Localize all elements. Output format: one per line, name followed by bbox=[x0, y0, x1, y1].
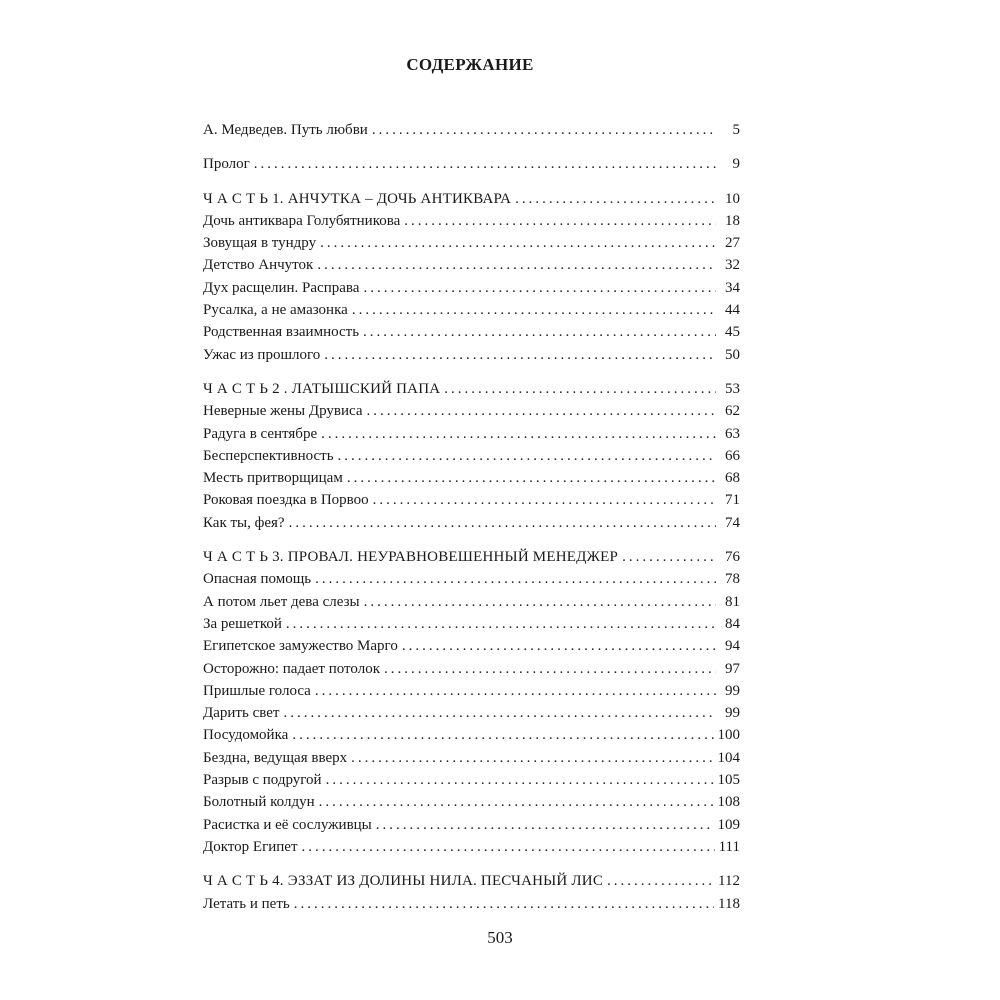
toc-entry-page: 84 bbox=[725, 615, 740, 632]
dot-leader bbox=[283, 702, 716, 724]
toc-entry-title: Радуга в сентябре bbox=[203, 425, 318, 442]
toc-entry bbox=[203, 489, 740, 511]
toc-entry bbox=[203, 344, 740, 366]
toc-part-heading bbox=[203, 378, 740, 400]
toc-entry-title: Родственная взаимность bbox=[203, 324, 360, 341]
toc-entry-page: 27 bbox=[725, 235, 740, 252]
toc-entry-page: 45 bbox=[725, 324, 740, 341]
show-through-bleed bbox=[760, 55, 1000, 955]
toc-entry bbox=[203, 277, 740, 299]
page-number: 503 bbox=[487, 928, 513, 947]
toc-entry-page: 18 bbox=[725, 212, 740, 229]
toc-entry-title: Детство Анчуток bbox=[203, 257, 314, 274]
toc-entry bbox=[203, 445, 740, 467]
toc-entry-page: 118 bbox=[718, 895, 740, 912]
toc-entry-page: 105 bbox=[717, 772, 740, 789]
toc-entry bbox=[203, 635, 740, 657]
toc-entry-page: 112 bbox=[718, 873, 740, 890]
toc-entry bbox=[203, 568, 740, 590]
toc-entry bbox=[203, 747, 740, 769]
toc-entry-title: Как ты, фея? bbox=[203, 514, 285, 531]
toc-entry-page: 100 bbox=[717, 727, 740, 744]
dot-leader bbox=[364, 591, 716, 613]
toc-entry-page: 50 bbox=[725, 346, 740, 363]
toc-entry-page: 94 bbox=[725, 638, 740, 655]
dot-leader bbox=[402, 635, 716, 657]
toc-entry bbox=[203, 702, 740, 724]
toc-entry bbox=[203, 769, 740, 791]
toc-entry bbox=[203, 467, 740, 489]
toc-entry-page: 81 bbox=[725, 593, 740, 610]
toc-entry-title: Осторожно: падает потолок bbox=[203, 660, 380, 677]
toc-entry-title: Бесперспективность bbox=[203, 447, 334, 464]
toc-entry bbox=[203, 724, 740, 746]
toc-entry bbox=[203, 613, 740, 635]
toc-entry bbox=[203, 299, 740, 321]
dot-leader bbox=[384, 658, 716, 680]
toc-entry-title: А потом льет дева слезы bbox=[203, 593, 360, 610]
toc-entry-title: Дарить свет bbox=[203, 705, 280, 722]
toc-entry-page: 68 bbox=[725, 470, 740, 487]
toc-entry-page: 111 bbox=[718, 838, 740, 855]
dot-leader bbox=[320, 232, 716, 254]
dot-leader bbox=[294, 893, 714, 915]
dot-leader bbox=[254, 153, 716, 175]
toc-entry-title: Расистка и её сослуживцы bbox=[203, 816, 372, 833]
toc-entry-title: Месть притворщицам bbox=[203, 470, 343, 487]
toc-entry-page: 44 bbox=[725, 302, 740, 319]
dot-leader bbox=[315, 568, 716, 590]
toc-entry-title: Пришлые голоса bbox=[203, 682, 311, 699]
dot-leader bbox=[286, 613, 716, 635]
dot-leader bbox=[317, 254, 716, 276]
toc-entry-title: Зовущая в тундру bbox=[203, 235, 317, 252]
toc-entry-page: 32 bbox=[725, 257, 740, 274]
toc-entry-page: 10 bbox=[725, 190, 740, 207]
toc-entry-page: 34 bbox=[725, 279, 740, 296]
dot-leader bbox=[351, 747, 713, 769]
dot-leader bbox=[607, 870, 714, 892]
toc-entry bbox=[203, 232, 740, 254]
toc-entry bbox=[203, 893, 740, 915]
toc-entry-title: Египетское замужество Марго bbox=[203, 638, 398, 655]
toc-entry-title: Пролог bbox=[203, 156, 250, 173]
toc-entry-page: 97 bbox=[725, 660, 740, 677]
toc-part-heading bbox=[203, 870, 740, 892]
toc-entry-title: Роковая поездка в Порвоо bbox=[203, 492, 369, 509]
toc-entry-page: 74 bbox=[725, 514, 740, 531]
toc-entry-title: Опасная помощь bbox=[203, 571, 312, 588]
toc-entry-page: 63 bbox=[725, 425, 740, 442]
toc-entry-page: 104 bbox=[717, 749, 740, 766]
toc-entry-title: Ч А С Т Ь 1. АНЧУТКА – ДОЧЬ АНТИКВАРА bbox=[203, 190, 512, 207]
toc-part-heading bbox=[203, 546, 740, 568]
table-of-contents bbox=[203, 119, 740, 915]
dot-leader bbox=[376, 814, 714, 836]
toc-entry-title: Болотный колдун bbox=[203, 794, 315, 811]
toc-entry-title: Русалка, а не амазонка bbox=[203, 302, 348, 319]
toc-entry-page: 9 bbox=[732, 156, 740, 173]
dot-leader bbox=[347, 467, 716, 489]
toc-entry bbox=[203, 153, 740, 175]
toc-entry-title: Ч А С Т Ь 2 . ЛАТЫШСКИЙ ПАПА bbox=[203, 380, 441, 397]
toc-entry-page: 71 bbox=[725, 492, 740, 509]
dot-leader bbox=[372, 119, 716, 141]
toc-entry bbox=[203, 254, 740, 276]
toc-entry bbox=[203, 210, 740, 232]
toc-entry-title: Ч А С Т Ь 4. ЭЗЗАТ ИЗ ДОЛИНЫ НИЛА. ПЕСЧАНЫЙ ЛИС bbox=[203, 873, 604, 890]
dot-leader bbox=[444, 378, 716, 400]
dot-leader bbox=[404, 210, 716, 232]
toc-entry-title: Ужас из прошлого bbox=[203, 346, 321, 363]
toc-entry-title: Бездна, ведущая вверх bbox=[203, 749, 348, 766]
toc-entry-page: 109 bbox=[717, 816, 740, 833]
toc-entry-page: 53 bbox=[725, 380, 740, 397]
toc-entry-title: Дочь антиквара Голубятникова bbox=[203, 212, 401, 229]
toc-entry bbox=[203, 119, 740, 141]
toc-part-heading bbox=[203, 188, 740, 210]
toc-entry bbox=[203, 423, 740, 445]
dot-leader bbox=[319, 791, 714, 813]
toc-entry-title: Дух расщелин. Расправа bbox=[203, 279, 360, 296]
toc-entry bbox=[203, 658, 740, 680]
toc-entry bbox=[203, 321, 740, 343]
dot-leader bbox=[373, 489, 716, 511]
toc-entry bbox=[203, 591, 740, 613]
dot-leader bbox=[302, 836, 715, 858]
toc-entry bbox=[203, 836, 740, 858]
dot-leader bbox=[321, 423, 716, 445]
toc-entry-page: 62 bbox=[725, 403, 740, 420]
dot-leader bbox=[515, 188, 716, 210]
toc-entry-title: Неверные жены Друвиса bbox=[203, 403, 363, 420]
dot-leader bbox=[292, 724, 713, 746]
toc-entry-title: Разрыв с подругой bbox=[203, 772, 322, 789]
dot-leader bbox=[366, 400, 716, 422]
dot-leader bbox=[352, 299, 716, 321]
page-title: СОДЕРЖАНИЕ bbox=[406, 55, 534, 74]
toc-entry bbox=[203, 814, 740, 836]
toc-entry bbox=[203, 400, 740, 422]
toc-entry bbox=[203, 680, 740, 702]
dot-leader bbox=[338, 445, 716, 467]
toc-entry-title: А. Медведев. Путь любви bbox=[203, 122, 368, 138]
toc-entry-page: 5 bbox=[732, 122, 740, 138]
toc-entry bbox=[203, 791, 740, 813]
dot-leader bbox=[315, 680, 716, 702]
toc-entry-title: Посудомойка bbox=[203, 727, 289, 744]
toc-entry-page: 76 bbox=[725, 549, 740, 566]
toc-entry-page: 108 bbox=[717, 794, 740, 811]
toc-entry-title: Доктор Египет bbox=[203, 838, 298, 855]
toc-entry bbox=[203, 512, 740, 534]
toc-entry-title: Летать и петь bbox=[203, 895, 290, 912]
dot-leader bbox=[326, 769, 714, 791]
toc-entry-page: 99 bbox=[725, 705, 740, 722]
dot-leader bbox=[324, 344, 716, 366]
toc-entry-page: 66 bbox=[725, 447, 740, 464]
toc-entry-title: Ч А С Т Ь 3. ПРОВАЛ. НЕУРАВНОВЕШЕННЫЙ МЕНЕДЖЕР bbox=[203, 549, 619, 566]
dot-leader bbox=[363, 277, 716, 299]
dot-leader bbox=[289, 512, 716, 534]
toc-entry-page: 78 bbox=[725, 571, 740, 588]
dot-leader bbox=[622, 546, 716, 568]
toc-entry-title: За решеткой bbox=[203, 615, 282, 632]
dot-leader bbox=[363, 321, 716, 343]
toc-entry-page: 99 bbox=[725, 682, 740, 699]
